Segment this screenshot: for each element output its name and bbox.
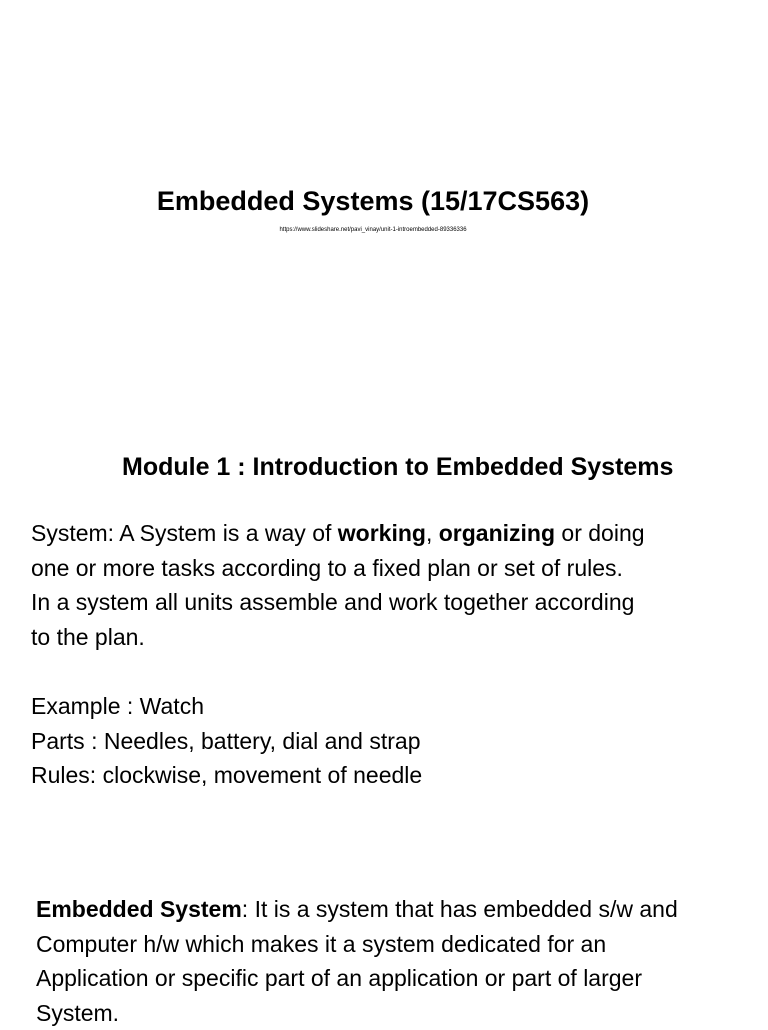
system-definition [31,516,645,654]
parts-line: Parts : Needles, battery, dial and strap [31,724,422,759]
embedded-definition-line-1 [36,892,678,927]
watch-example [31,689,422,793]
embedded-definition-line-3: Application or specific part of an application or part of larger [36,961,678,996]
content-slide [0,420,768,1024]
embedded-system-term: Embedded System [36,896,242,922]
system-definition-suffix: or doing [555,520,645,546]
keyword-working: working [338,520,426,546]
embedded-definition-line-4: System. [36,996,678,1030]
module-title: Module 1 : Introduction to Embedded Systems [122,450,673,484]
system-definition-line-4: to the plan. [31,620,645,655]
keyword-organizing: organizing [439,520,555,546]
slide-title: Embedded Systems (15/17CS563) [0,183,746,219]
title-slide [0,0,768,420]
system-definition-prefix: System: A System is a way of [31,520,338,546]
system-definition-line-2: one or more tasks according to a fixed plan or set of rules. [31,551,645,586]
embedded-system-definition [36,892,678,1030]
example-line: Example : Watch [31,689,422,724]
embedded-definition-rest: : It is a system that has embedded s/w and [242,896,678,922]
system-definition-line-3: In a system all units assemble and work together according [31,585,645,620]
source-url-link[interactable]: https://www.slideshare.net/pavi_vinay/unit-1-introembedded-89336336 [0,225,746,235]
rules-line: Rules: clockwise, movement of needle [31,758,422,793]
keyword-separator: , [426,520,439,546]
system-definition-line-1 [31,516,645,551]
embedded-definition-line-2: Computer h/w which makes it a system dedicated for an [36,927,678,962]
